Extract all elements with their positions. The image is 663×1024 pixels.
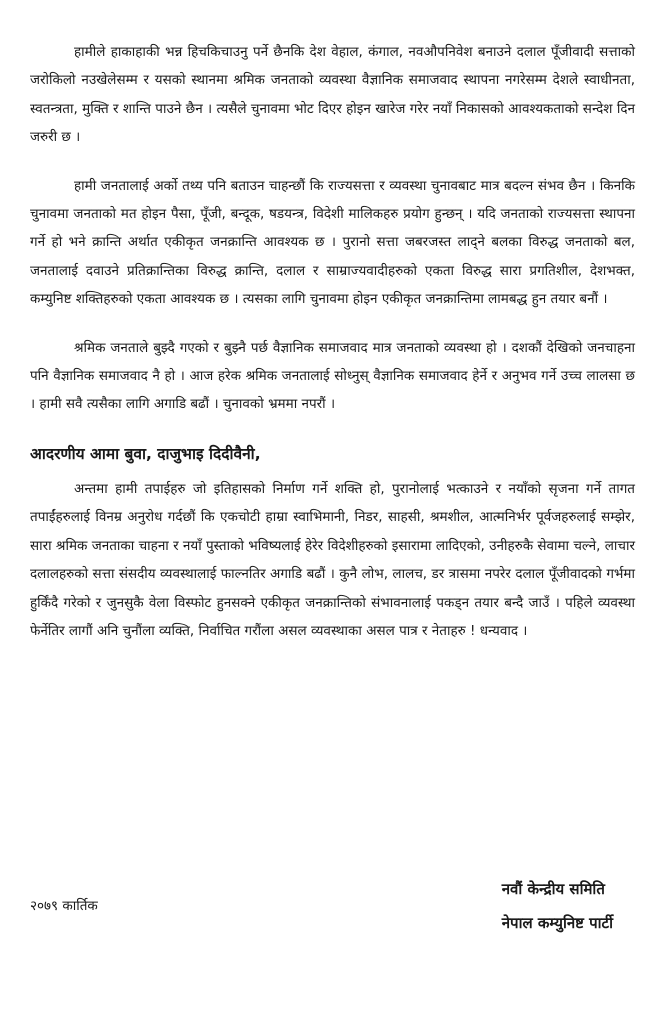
paragraph-1: हामीले हाकाहाकी भन्न हिचकिचाउनु पर्ने छैनकि देश वेहाल, कंगाल, नवऔपनिवेश बनाउने दलाल पूँजीवादी सत्ताको जरोकिलो नउखेलेसम्म र यसको स्थानमा श्रमिक जनताको व्यवस्था वैज्ञानिक समाजवाद स्थापना नगरेसम्म देशले स्वाधीनता, स्वतन्त्रता, मुक्ति र शान्ति पाउने छैन । त्यसैले चुनावमा भोट दिएर होइन खारेज गरेर नयाँ निकासको आवश्यकताको सन्देश दिन जरुरी छ । xyxy=(30,44,635,146)
signature-party: नेपाल कम्युनिष्ट पार्टी xyxy=(501,914,613,932)
greeting-heading: आदरणीय आमा बुवा, दाजुभाइ दिदीवैनी, xyxy=(30,444,261,463)
paragraph-3: श्रमिक जनताले बुझ्दै गएको र बुझ्नै पर्छ वैज्ञानिक समाजवाद मात्र जनताको व्यवस्था हो । दशकौं देखिको जनचाहना पनि वैज्ञानिक समाजवाद नै हो । आज हरेक श्रमिक जनतालाई सोध्नुस् वैज्ञानिक समाजवाद हेर्ने र अनुभव गर्ने उच्च लालसा छ । हामी सवै त्यसैका लागि अगाडि बढौं । चुनावको भ्रममा नपरौं । xyxy=(30,339,635,413)
date-line: २०७९ कार्तिक xyxy=(30,898,98,914)
paragraph-2: हामी जनतालाई अर्को तथ्य पनि बताउन चाहन्छौं कि राज्यसत्ता र व्यवस्था चुनावबाट मात्र बदल्न संभव छैन । किनकि चुनावमा जनताको मत होइन पैसा, पूँजी, बन्दूक, षडयन्त्र, विदेशी मालिकहरु प्रयोग हुन्छन् । यदि जनताको राज्यसत्ता स्थापना गर्ने हो भने क्रान्ति अर्थात एकीकृत जनक्रान्ति आवश्यक छ । पुरानो सत्ता जबरजस्त लाद्ने बलका विरुद्ध जनताको बल, जनतालाई दवाउने प्रतिक्रान्तिका विरुद्ध क्रान्ति, दलाल र साम्राज्यवादीहरुको एकता विरुद्ध सारा प्रगतिशील, देशभक्त, कम्युनिष्ट शक्तिहरुको एकता आवश्यक छ । त्यसका लागि चुनावमा होइन एकीकृत जनक्रान्तिमा लामबद्ध हुन तयार बनौं । xyxy=(30,177,635,308)
signature-block xyxy=(502,872,613,940)
closing-paragraph: अन्तमा हामी तपाईहरु जो इतिहासको निर्माण गर्ने शक्ति हो, पुरानोलाई भत्काउने र नयाँको सृजना गर्ने तागत तपाईंहरुलाई विनम्र अनुरोध गर्दछौं कि एकचोटी हाम्रा स्वाभिमानी, निडर, साहसी, श्रमशील, आत्मनिर्भर पूर्वजहरुलाई सम्झेर, सारा श्रमिक जनताका चाहना र नयाँ पुस्ताको भविष्यलाई हेरेर विदेशीहरुको इसारामा लादिएको, उनीहरुकै सेवामा चल्ने, लाचार दलालहरुको सत्ता संसदीय व्यवस्थालाई फाल्नतिर अगाडि बढौं । कुनै लोभ, लालच, डर त्रासमा नपरेर दलाल पूँजीवादको गर्भमा हुर्किंदै गरेको र जुनसुकै वेला विस्फोट हुनसक्ने एकीकृत जनक्रान्तिको संभावनालाई पकड्न तयार बन्दै जाउँ । पहिले व्यवस्था फेर्नेतिर लागौं अनि चुनौंला व्यक्ति, निर्वाचित गरौंला असल व्यवस्थाका असल पात्र र नेताहरु ! धन्यवाद । xyxy=(30,480,635,639)
letter-footer xyxy=(30,872,633,962)
signature-committee: नवौं केन्द्रीय समिति xyxy=(501,880,605,898)
